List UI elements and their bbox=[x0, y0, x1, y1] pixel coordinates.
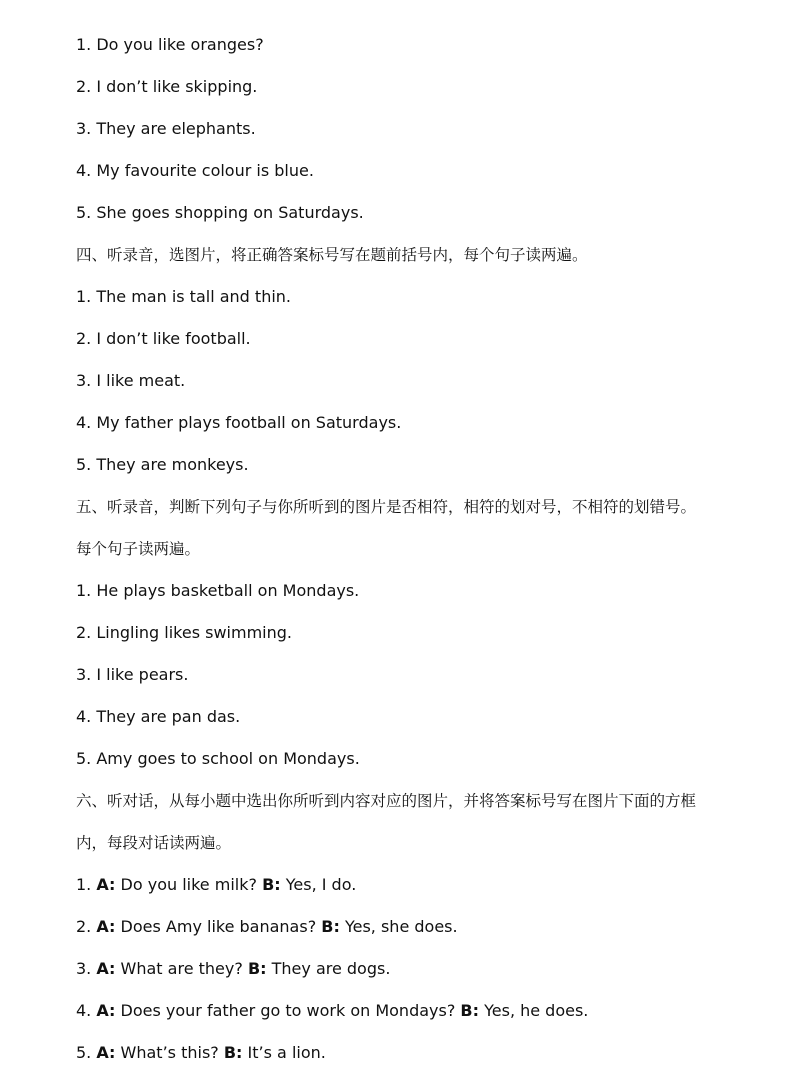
dialog-number: 1. bbox=[76, 875, 92, 894]
speaker-a-text: Does Amy like bananas? bbox=[120, 917, 317, 936]
speaker-a-label: A: bbox=[96, 1001, 116, 1020]
speaker-a-text: Do you like milk? bbox=[120, 875, 257, 894]
dialog-number: 4. bbox=[76, 1001, 92, 1020]
speaker-a-label: A: bbox=[96, 875, 116, 894]
sentence-line: 2. I don’t like football. bbox=[76, 329, 251, 348]
speaker-b-label: B: bbox=[321, 917, 340, 936]
speaker-a-text: What are they? bbox=[120, 959, 243, 978]
speaker-a-text: Does your father go to work on Mondays? bbox=[120, 1001, 456, 1020]
dialog-number: 3. bbox=[76, 959, 92, 978]
speaker-a-label: A: bbox=[96, 1043, 116, 1062]
document-page bbox=[76, 31, 776, 1081]
speaker-b-text: It’s a lion. bbox=[247, 1043, 326, 1062]
sentence-line: 4. My father plays football on Saturdays. bbox=[76, 413, 402, 432]
speaker-b-text: Yes, I do. bbox=[285, 875, 357, 894]
section-heading: 六、听对话，从每小题中选出你所听到内容对应的图片，并将答案标号写在图片下面的方框 bbox=[76, 792, 697, 810]
dialog-number: 5. bbox=[76, 1043, 92, 1062]
sentence-line: 5. Amy goes to school on Mondays. bbox=[76, 749, 360, 768]
sentence-line: 2. I don’t like skipping. bbox=[76, 77, 258, 96]
sentence-line: 3. I like meat. bbox=[76, 371, 186, 390]
section-heading-continued: 内，每段对话读两遍。 bbox=[76, 834, 232, 852]
dialog-line bbox=[76, 955, 776, 997]
speaker-b-label: B: bbox=[247, 959, 267, 978]
dialog-line bbox=[76, 997, 776, 1039]
sentence-line: 4. They are pan das. bbox=[76, 707, 241, 726]
dialog-line bbox=[76, 871, 776, 913]
speaker-a-label: A: bbox=[96, 959, 116, 978]
sentence-line: 2. Lingling likes swimming. bbox=[76, 623, 292, 642]
sentence-line: 1. Do you like oranges? bbox=[76, 35, 264, 54]
sentence-line: 3. I like pears. bbox=[76, 665, 189, 684]
dialog-number: 2. bbox=[76, 917, 92, 936]
section-heading: 五、听录音，判断下列句子与你所听到的图片是否相符，相符的划对号，不相符的划错号。 bbox=[76, 498, 697, 516]
speaker-b-text: Yes, he does. bbox=[484, 1001, 589, 1020]
speaker-b-label: B: bbox=[262, 875, 281, 894]
section-heading-continued: 每个句子读两遍。 bbox=[76, 540, 201, 558]
speaker-a-text: What’s this? bbox=[120, 1043, 219, 1062]
dialog-line bbox=[76, 913, 776, 955]
speaker-b-text: Yes, she does. bbox=[344, 917, 458, 936]
sentence-line: 1. He plays basketball on Mondays. bbox=[76, 581, 360, 600]
sentence-line: 5. She goes shopping on Saturdays. bbox=[76, 203, 364, 222]
section-heading: 四、听录音，选图片，将正确答案标号写在题前括号内，每个句子读两遍。 bbox=[76, 246, 588, 264]
sentence-line: 5. They are monkeys. bbox=[76, 455, 249, 474]
speaker-b-label: B: bbox=[460, 1001, 480, 1020]
dialog-line bbox=[76, 1039, 776, 1081]
sentence-line: 4. My favourite colour is blue. bbox=[76, 161, 314, 180]
sentence-line: 1. The man is tall and thin. bbox=[76, 287, 292, 306]
speaker-b-label: B: bbox=[223, 1043, 243, 1062]
sentence-line: 3. They are elephants. bbox=[76, 119, 256, 138]
speaker-b-text: They are dogs. bbox=[271, 959, 391, 978]
speaker-a-label: A: bbox=[96, 917, 116, 936]
